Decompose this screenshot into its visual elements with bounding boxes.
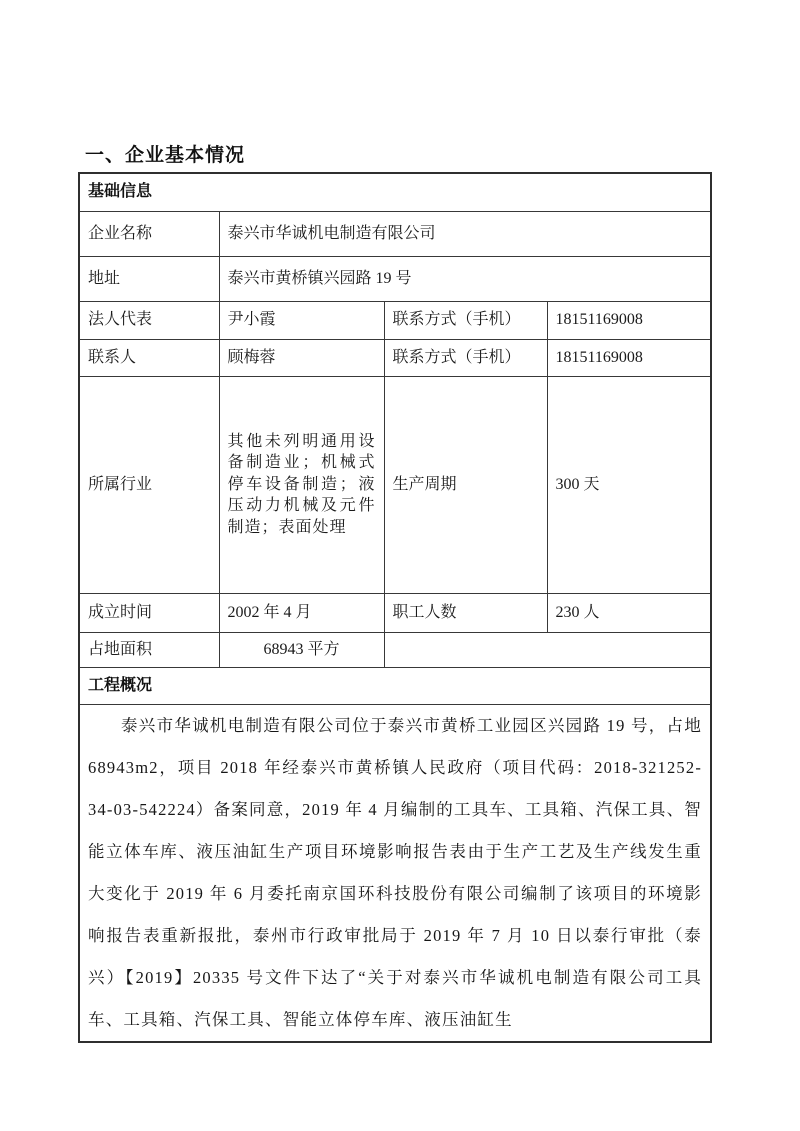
company-name-value: 泰兴市华诚机电制造有限公司 xyxy=(219,211,711,256)
land-area-row xyxy=(79,632,711,667)
land-area-value: 68943 平方 xyxy=(219,632,384,667)
established-value: 2002 年 4 月 xyxy=(219,593,384,632)
industry-row xyxy=(79,376,711,593)
project-overview-row xyxy=(79,704,711,1042)
basic-info-header: 基础信息 xyxy=(79,173,711,211)
legal-representative-contact-value: 18151169008 xyxy=(547,301,711,339)
contact-person-contact-label: 联系方式（手机） xyxy=(384,339,547,376)
contact-person-contact-value: 18151169008 xyxy=(547,339,711,376)
legal-representative-contact-label: 联系方式（手机） xyxy=(384,301,547,339)
production-cycle-value: 300 天 xyxy=(547,376,711,593)
company-info-table xyxy=(78,172,712,1043)
company-name-row xyxy=(79,211,711,256)
established-label: 成立时间 xyxy=(79,593,219,632)
legal-representative-label: 法人代表 xyxy=(79,301,219,339)
staff-count-value: 230 人 xyxy=(547,593,711,632)
staff-count-label: 职工人数 xyxy=(384,593,547,632)
address-value: 泰兴市黄桥镇兴园路 19 号 xyxy=(219,256,711,301)
project-overview-cell xyxy=(79,704,711,1042)
project-overview-paragraph: 泰兴市华诚机电制造有限公司位于泰兴市黄桥工业园区兴园路 19 号，占地 68943m2，项目 2018 年经泰兴市黄桥镇人民政府（项目代码：2018-321252-34-03-542224）备案同意，2019 年 4 月编制的工具车、工具箱、汽保工具、智能立体车库、液压油缸生产项目环境影响报告表由于生产工艺及生产线发生重大变化于 2019 年 6 月委托南京国环科技股份有限公司编制了该项目的环境影响报告表重新报批，泰州市行政审批局于 2019 年 7 月 10 日以泰行审批（泰兴）【2019】20335 号文件下达了“关于对泰兴市华诚机电制造有限公司工具车、工具箱、汽保工具、智能立体停车库、液压油缸生 xyxy=(88,715,703,1029)
production-cycle-label: 生产周期 xyxy=(384,376,547,593)
address-label: 地址 xyxy=(79,256,219,301)
project-overview-header: 工程概况 xyxy=(79,667,711,704)
industry-value: 其他未列明通用设备制造业；机械式停车设备制造；液压动力机械及元件制造；表面处理 xyxy=(219,376,384,593)
empty-cell xyxy=(384,632,711,667)
legal-representative-value: 尹小霞 xyxy=(219,301,384,339)
contact-person-value: 顾梅蓉 xyxy=(219,339,384,376)
section-title: 一、企业基本情况 xyxy=(85,145,246,166)
legal-representative-row xyxy=(79,301,711,339)
contact-person-label: 联系人 xyxy=(79,339,219,376)
industry-label: 所属行业 xyxy=(79,376,219,593)
project-overview-header-row xyxy=(79,667,711,704)
basic-info-header-row xyxy=(79,173,711,211)
address-row xyxy=(79,256,711,301)
established-row xyxy=(79,593,711,632)
land-area-label: 占地面积 xyxy=(79,632,219,667)
company-name-label: 企业名称 xyxy=(79,211,219,256)
contact-person-row xyxy=(79,339,711,376)
